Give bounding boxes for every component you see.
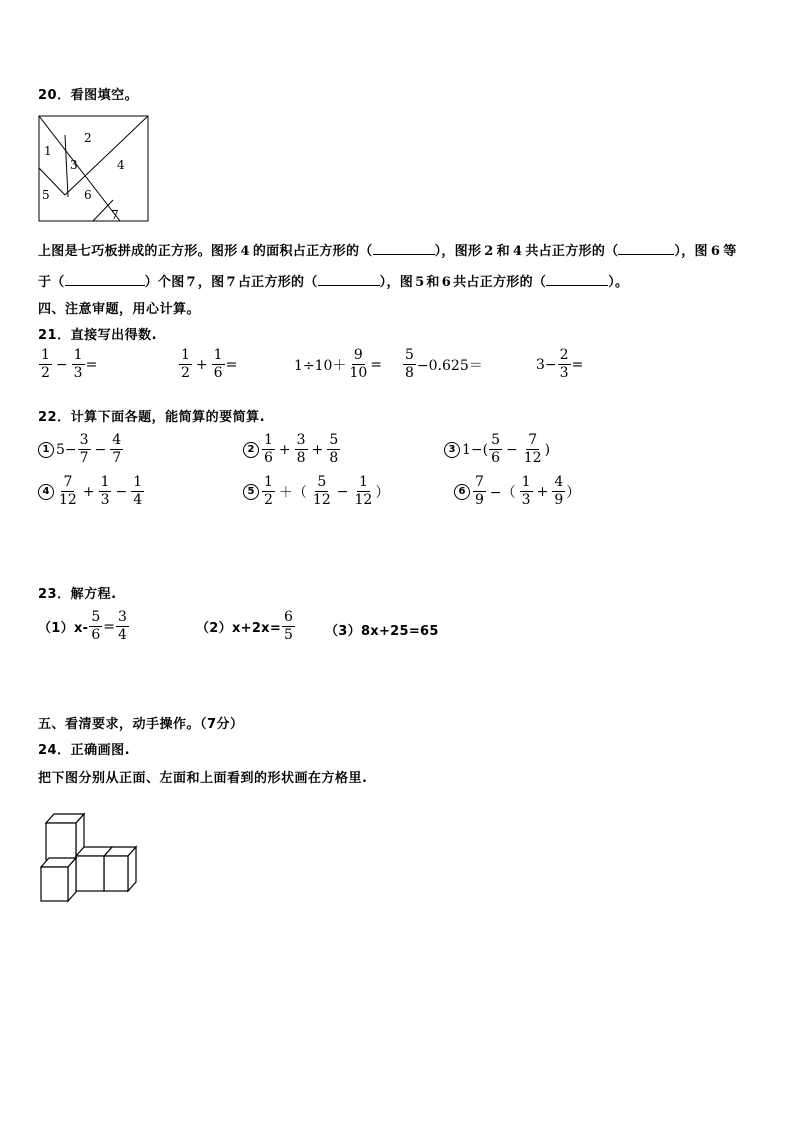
fraction: $\frac{1}{12}$: [354, 474, 373, 508]
q24-instruction: 把下图分别从正面、左面和上面看到的形状画在方格里.: [38, 771, 368, 786]
q23-equation-2: （2）x+2x= $\frac{6}{5}$: [196, 609, 293, 643]
q21-expr-1: $\frac{1}{2}$ − $\frac{1}{3}$ =: [41, 347, 98, 381]
tangram-label-3: 3: [70, 158, 78, 172]
q22-problem-6: 6 $\frac{7}{9}$ −（ $\frac{1}{3}$ + $\frac{4}{9}$ ）: [454, 474, 580, 509]
q21-expr-4: $\frac{5}{8}$ −0.625＝: [405, 347, 483, 381]
fraction: $\frac{1}{3}$: [521, 474, 531, 508]
q23-equation-1: （1）x- $\frac{5}{6}$ = $\frac{3}{4}$: [38, 609, 127, 643]
q21-expr-3: 1÷10＋ $\frac{9}{10}$ =: [294, 347, 383, 381]
q22-problem-1: 1 5− $\frac{3}{7}$ − $\frac{4}{7}$: [38, 432, 124, 467]
circled-number: 6: [454, 484, 470, 500]
fraction: $\frac{3}{7}$: [79, 432, 89, 466]
q20-line-2: 于（ ）个图 7 ，图 7 占正方形的（ ），图 5 和 6 共占正方形的（ ）。: [38, 275, 629, 290]
circled-number: 1: [38, 442, 54, 458]
fraction: $\frac{1}{2}$: [41, 347, 50, 381]
q22-problem-5: 5 $\frac{1}{2}$ ＋（ $\frac{5}{12}$ − $\frac{1}{12}$ ）: [243, 474, 389, 509]
tangram-label-7: 7: [111, 208, 119, 222]
q20-line-1: 上图是七巧板拼成的正方形。图形 4 的面积占正方形的（ ），图形 2 和 4 共占正方形的（ ），图 6 等: [38, 244, 737, 259]
q23-title: 23．解方程.: [38, 587, 117, 602]
fraction: $\frac{2}{3}$: [559, 347, 569, 381]
circled-number: 2: [243, 442, 259, 458]
tangram-label-1: 1: [44, 144, 52, 158]
fraction: $\frac{5}{8}$: [405, 347, 414, 381]
circled-number: 3: [444, 442, 460, 458]
fraction: $\frac{1}{3}$: [100, 474, 110, 508]
fraction: $\frac{7}{12}$: [59, 474, 77, 508]
tangram-label-6: 6: [84, 188, 92, 202]
cube-stack-figure: [38, 810, 138, 904]
q20-title: 20．看图填空。: [38, 88, 139, 103]
fraction: $\frac{1}{3}$: [73, 347, 83, 381]
circled-number: 4: [38, 484, 54, 500]
fraction: $\frac{5}{6}$: [91, 609, 101, 643]
q24-title: 24．正确画图.: [38, 743, 131, 758]
answer-blank-2[interactable]: [618, 254, 674, 255]
fraction: $\frac{1}{6}$: [213, 347, 223, 381]
section-4-heading: 四、注意审题，用心计算。: [38, 302, 201, 317]
fraction: $\frac{5}{12}$: [312, 474, 331, 508]
q23-equation-3: （3）8x+25=65: [325, 624, 439, 639]
q21-expr-2: $\frac{1}{2}$ + $\frac{1}{6}$ =: [181, 347, 238, 381]
circled-number: 5: [243, 484, 259, 500]
fraction: $\frac{1}{4}$: [133, 474, 143, 508]
q22-problem-4: 4 $\frac{7}{12}$ + $\frac{1}{3}$ − $\frac{1}{4}$: [38, 474, 145, 509]
section-5-heading: 五、看清要求，动手操作。（7分）: [38, 717, 244, 732]
answer-blank-1[interactable]: [373, 254, 435, 255]
fraction: $\frac{1}{2}$: [264, 474, 273, 508]
answer-blank-4[interactable]: [318, 285, 380, 286]
fraction: $\frac{3}{8}$: [296, 432, 306, 466]
q22-problem-2: 2 $\frac{1}{6}$ + $\frac{3}{8}$ + $\frac{5}{8}$: [243, 432, 341, 467]
answer-blank-3[interactable]: [65, 285, 145, 286]
tangram-label-2: 2: [84, 131, 92, 145]
fraction: $\frac{5}{6}$: [491, 432, 501, 466]
fraction: $\frac{1}{6}$: [264, 432, 273, 466]
q22-problem-3: 3 1−( $\frac{5}{6}$ − $\frac{7}{12}$ ): [444, 432, 550, 467]
q22-title: 22．计算下面各题，能简算的要简算.: [38, 410, 266, 425]
fraction: $\frac{6}{5}$: [284, 609, 293, 643]
q21-expr-5: 3− $\frac{2}{3}$ =: [536, 347, 584, 381]
fraction: $\frac{4}{9}$: [554, 474, 564, 508]
fraction: $\frac{9}{10}$: [349, 347, 368, 381]
tangram-label-5: 5: [42, 188, 50, 202]
fraction: $\frac{7}{12}$: [523, 432, 542, 466]
fraction: $\frac{7}{9}$: [475, 474, 484, 508]
fraction: $\frac{3}{4}$: [117, 609, 127, 643]
answer-blank-5[interactable]: [546, 285, 608, 286]
tangram-label-4: 4: [117, 158, 125, 172]
fraction: $\frac{4}{7}$: [112, 432, 122, 466]
fraction: $\frac{1}{2}$: [181, 347, 190, 381]
fraction: $\frac{5}{8}$: [329, 432, 339, 466]
tangram-figure: [38, 115, 150, 223]
q21-title: 21．直接写出得数.: [38, 328, 158, 343]
